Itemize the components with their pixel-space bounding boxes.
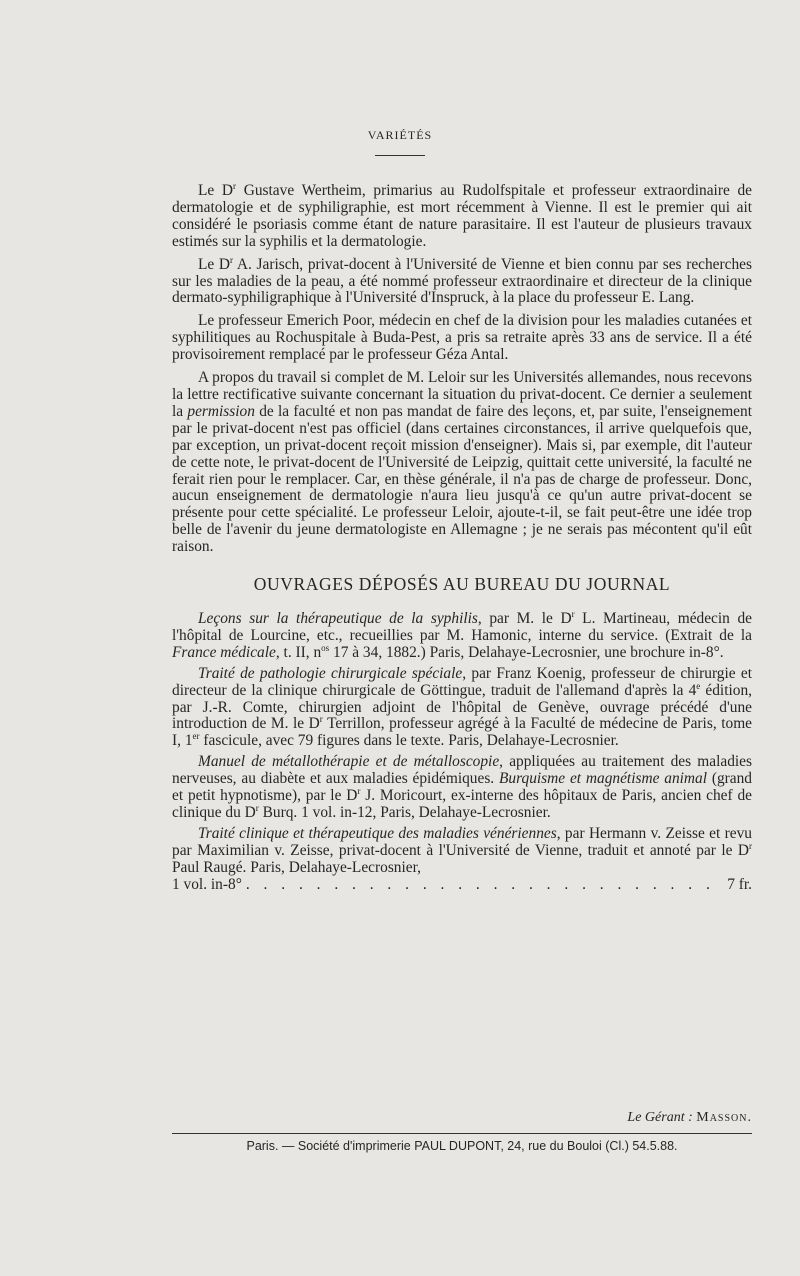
news-poor: Le professeur Emerich Poor, médecin en chef de la division pour les maladies cutanées et syphilitiques au Rochuspitale à Buda-Pest, a pris sa retraite après 33 ans de service. Il a été provisoirement remplacé par le professeur Géza Antal. (172, 312, 752, 364)
header-rule (375, 155, 425, 156)
signature-name: Masson. (696, 1110, 752, 1125)
price-value: 7 fr. (727, 875, 752, 893)
section-title: OUVRAGES DÉPOSÉS AU BUREAU DU JOURNAL (253, 574, 671, 595)
news-jarisch: Le $D^r$ A. Jarisch, privat-docent à l'Université de Vienne et bien connu par ses recherches sur les maladies de la peau, a été nommé professeur extraordinaire et directeur de la clinique dermato-syphiligraphique à l'Université d'Inspruck, à la place du professeur E. Lang. (172, 254, 752, 307)
price-lead: 1 vol. in-8° (172, 875, 242, 893)
signature-label: Le Gérant : (627, 1110, 693, 1125)
work-zeisse: Traité clinique et thérapeutique des maladies vénériennes, par Hermann v. Zeisse et revu par Maximilian v. Zeisse, privat-docent à l'Université de Vienne, traduit et annoté par le $D^r$ Paul Raugé. Paris, Delahaye-Lecrosnier, (172, 824, 752, 876)
running-header: VARIÉTÉS (367, 128, 433, 142)
news-wertheim: Le $D^r$ Gustave Wertheim, primarius au Rudolfspitale et professeur extraordinaire de dermatologie et de syphiligraphie, est mort récemment à Vienne. Il est le premier qui ait considéré le psoriasis comme étant de nature parasitaire. Il est l'auteur de plusieurs travaux estimés sur la syphilis et la dermatologie. (172, 181, 752, 250)
printer-imprint: Paris. — Société d'imprimerie PAUL DUPONT, 24, rue du Bouloi (Cl.) 54.5.88. (246, 1139, 678, 1153)
news-leloir: A propos du travail si complet de M. Leloir sur les Universités allemandes, nous recevons la lettre rectificative suivante concernant la situation du privat-docent. Ce dernier a seulement la permission de la faculté et non pas mandat de faire des leçons, et, par suite, l'enseignement par le privat-docent n'est pas officiel (dans certaines circonstances, il arrive quelquefois que, par exception, un privat-docent reçoit mission d'enseigner). Mais si, par exemple, dit l'auteur de cette note, le privat-docent de l'Université de Leipzig, quittait cette université, la faculté ne ferait rien pour le remplacer. Car, en thèse générale, il n'a pas de charge de professeur. Donc, aucun enseignement de dermatologie n'aura lieu jusqu'à ce qu'un autre privat-docent se présente pour cette spécialité. Le professeur Leloir, ajoute-t-il, se fait peut-être une idée trop belle de l'avenir du jeune dermatologiste en Allemagne ; je ne serais pas mécontent qu'il eût raison. (172, 369, 752, 556)
footer-rule (172, 1133, 752, 1134)
price-line (172, 877, 752, 894)
work-moricourt: Manuel de métallothérapie et de métalloscopie, appliquées au traitement des maladies nerveuses, au diabète et aux maladies épidémiques. Burquisme et magnétisme animal (grand et petit hypnotisme), par le $D^r$ J. Moricourt, ex-interne des hôpitaux de Paris, ancien chef de clinique du $D^r$ Burq. 1 vol. in-12, Paris, Delahaye-Lecrosnier. (172, 753, 753, 821)
work-koenig: Traité de pathologie chirurgicale spéciale, par Franz Koenig, professeur de chirurgie et directeur de la clinique chirurgicale de Göttingue, traduit de l'allemand d'après la 4e édition, par J.-R. Comte, chirurgien adjoint de l'hôpital de Genève, ouvrage précédé d'une introduction de M. le $D^r$ Terrillon, professeur agrégé à la Faculté de médecine de Paris, tome I, 1er fascicule, avec 79 figures dans le texte. Paris, Delahaye-Lecrosnier. (172, 664, 753, 750)
price-leader-dots: . . . . . . . . . . . . . . . . . . . . . . . . . . . (245, 876, 715, 893)
work-martineau: Leçons sur la thérapeutique de la syphilis, par M. le $D^r$ L. Martineau, médecin de l'hôpital de Lourcine, etc., recueillies par M. Hamonic, interne du service. (Extrait de la France médicale, t. II, $n^{os}$ 17 à 34, 1882.) Paris, Delahaye-Lecrosnier, une brochure in-8°. (172, 609, 752, 661)
page-body (172, 183, 752, 894)
signature (560, 1110, 752, 1126)
